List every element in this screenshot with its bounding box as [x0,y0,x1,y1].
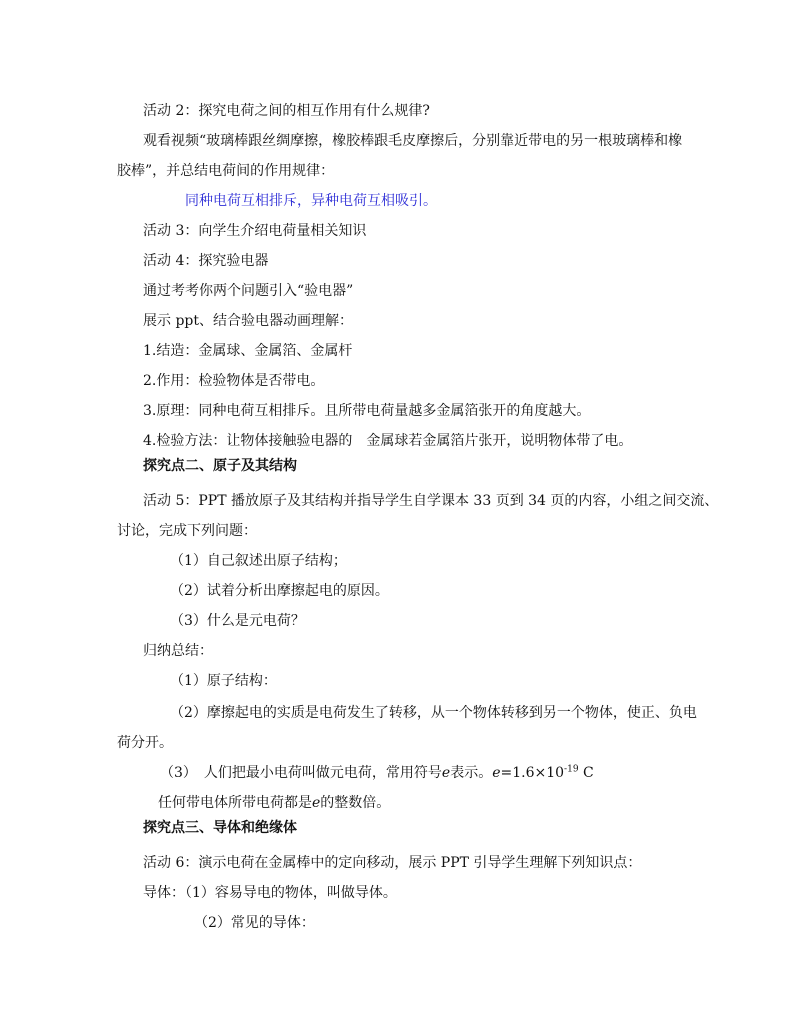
electroscope-method: 4.检验方法：让物体接触验电器的 金属球若金属箔片张开，说明物体带了电。 [143,433,633,449]
common-conductors: （2）常见的导体： [194,915,315,931]
activity-5-line-1: 活动 5：PPT 播放原子及其结构并指导学生自学课本 33 页到 34 页的内容，小组之间交流、 [143,493,719,509]
question-1: （1）自己叙述出原子结构； [170,553,347,569]
activity-2-text-line-2: 胶棒”，并总结电荷间的作用规律： [117,163,335,179]
ppt-animation-note: 展示 ppt、结合验电器动画理解： [143,313,353,329]
electroscope-principle: 3.原理：同种电荷互相排斥。且所带电荷量越多金属箔张开的角度越大。 [143,403,591,419]
electroscope-function: 2.作用：检验物体是否带电。 [143,373,325,389]
section-heading-atom: 探究点二、原子及其结构 [143,458,297,474]
section-heading-conductor: 探究点三、导体和绝缘体 [143,820,297,836]
question-2: （2）试着分析出摩擦起电的原因。 [170,583,389,599]
summary-friction-line-1: （2）摩擦起电的实质是电荷发生了转移，从一个物体转移到另一个物体，使正、负电 [170,705,697,721]
activity-6-line: 活动 6：演示电荷在金属棒中的定向移动，展示 PPT 引导学生理解下列知识点： [143,855,642,871]
summary-atom-structure: （1）原子结构： [170,673,277,689]
activity-5-line-2: 讨论，完成下列问题： [117,523,257,539]
activity-2-text-line-1: 观看视频“玻璃棒跟丝绸摩擦，橡胶棒跟毛皮摩擦后，分别靠近带电的另一根玻璃棒和橡 [143,133,683,149]
integer-multiple-line: 任何带电体所带电荷都是e的整数倍。 [158,795,391,811]
question-3: （3）什么是元电荷？ [170,613,305,629]
electroscope-intro: 通过考考你两个问题引入“验电器” [143,283,354,299]
elementary-charge-line: （3） 人们把最小电荷叫做元电荷，常用符号e表示。$e=1.6\times 10^{-19}$ C [160,764,594,781]
charge-rule-answer: 同种电荷互相排斥，异种电荷互相吸引。 [185,193,437,209]
activity-3-title: 活动 3：向学生介绍电荷量相关知识 [143,223,367,239]
conductor-definition: 导体：（1）容易导电的物体，叫做导体。 [143,885,397,901]
activity-2-title: 活动 2：探究电荷之间的相互作用有什么规律? [143,103,430,119]
summary-title: 归纳总结： [143,643,213,659]
electroscope-structure: 1.结造：金属球、金属箔、金属杆 [143,343,353,359]
summary-friction-line-2: 荷分开。 [117,735,173,751]
activity-4-title: 活动 4：探究验电器 [143,253,269,269]
